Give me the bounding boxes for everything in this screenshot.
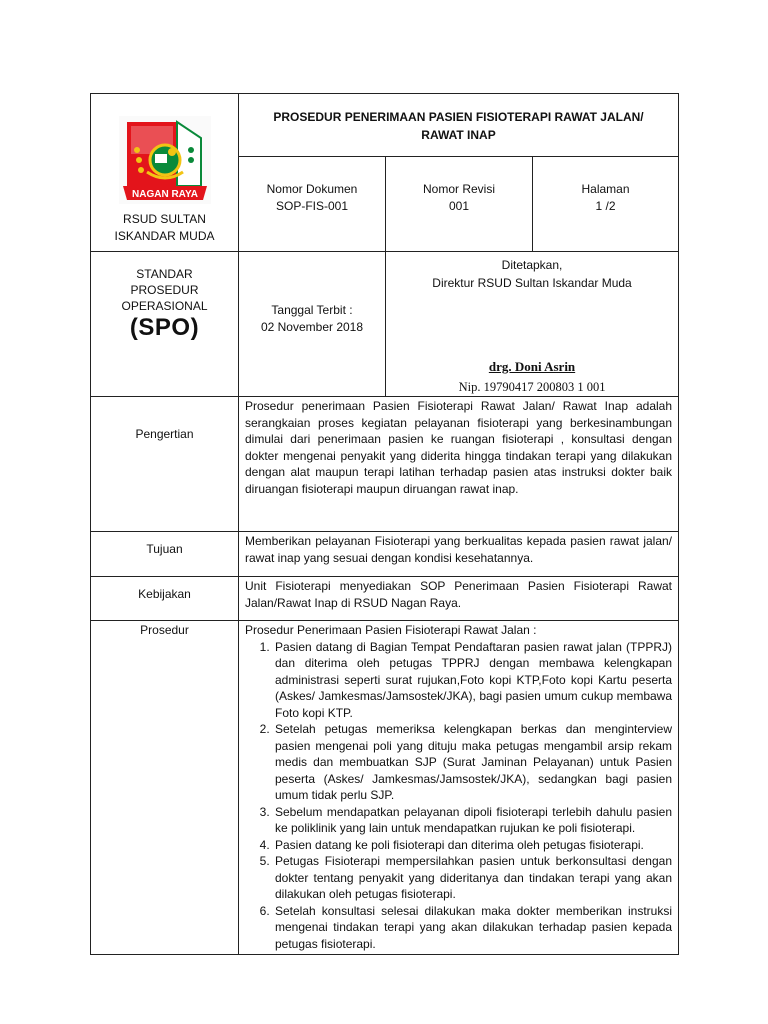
prosedur-label: Prosedur (91, 621, 239, 955)
tanggal-terbit-cell (239, 252, 386, 397)
tujuan-text: Memberikan pelayanan Fisioterapi yang berkualitas kepada pasien rawat jalan/ rawat inap yang sesuai dengan kondisi kesehatannya. (239, 532, 679, 577)
tujuan-label: Tujuan (91, 532, 239, 577)
nomor-revisi-value: 001 (448, 199, 470, 213)
tanggal-terbit-value: 02 November 2018 (260, 320, 364, 334)
nomor-dokumen-label: Nomor Dokumen (266, 182, 358, 196)
ditetapkan-label: Ditetapkan, (501, 258, 563, 272)
prosedur-step: 4. Pasien datang ke poli fisioterapi dan diterima oleh petugas fisioterapi. (273, 837, 672, 854)
prosedur-step: 6. Setelah konsultasi selesai dilakukan maka dokter memberikan instruksi mengenai tindakan terapi yang akan dilakukan terhadap pasien kepada petugas fisioterapi. (273, 903, 672, 953)
tanggal-terbit-label: Tanggal Terbit : (271, 303, 353, 317)
prosedur-intro: Prosedur Penerimaan Pasien Fisioterapi Rawat Jalan : (245, 623, 537, 637)
hospital-logo-cell (91, 94, 239, 252)
prosedur-step: 3. Sebelum mendapatkan pelayanan dipoli fisioterapi terlebih dahulu pasien ke poliklinik yang lain untuk mendapatkan rujukan ke poli fisioterapi. (273, 804, 672, 837)
spo-line1: STANDAR (136, 267, 193, 281)
nagan-raya-logo (117, 114, 213, 209)
signer-name: drg. Doni Asrin (488, 359, 576, 374)
prosedur-step: 2. Setelah petugas memeriksa kelengkapan berkas dan menginterview pasien mengenai poli yang dituju maka petugas mengambil arsip rekam medis dan membuatkan SJP (Surat Jaminan Pelayanan) untuk Pasien peserta (Askes/ Jamkesmas/Jamsostek/JKA), sedangkan bagi pasien umum tidak perlu SJP. (273, 721, 672, 804)
halaman-cell (533, 157, 679, 252)
nomor-dokumen-value: SOP-FIS-001 (275, 199, 349, 213)
hospital-name-line2: ISKANDAR MUDA (114, 229, 215, 243)
spo-table (90, 93, 679, 955)
hospital-name (91, 211, 238, 245)
spo-abbr: (SPO) (129, 314, 200, 341)
halaman-value: 1 /2 (595, 199, 616, 213)
kebijakan-label: Kebijakan (91, 577, 239, 621)
pengertian-label: Pengertian (91, 397, 239, 532)
spo-document (90, 93, 678, 951)
document-title (239, 94, 679, 157)
spo-label-cell (91, 252, 239, 397)
ditetapkan-cell (386, 252, 679, 397)
hospital-name-line1: RSUD SULTAN (123, 212, 206, 226)
prosedur-step: 1. Pasien datang di Bagian Tempat Pendaftaran pasien rawat jalan (TPPRJ) dan diterima oleh petugas TPPRJ dengan membawa kelengkapan administrasi seperti surat rujukan,Foto kopi KTP,Foto kopi Kartu peserta (Askes/ Jamkesmas/Jamsostek/JKA), bagi pasien umum cukup membawa Foto kopi KTP. (273, 639, 672, 722)
prosedur-cell (239, 621, 679, 955)
logo-text: NAGAN RAYA (131, 189, 198, 200)
spo-line2: PROSEDUR (130, 283, 199, 297)
direktur-label: Direktur RSUD Sultan Iskandar Muda (432, 276, 632, 290)
halaman-label: Halaman (581, 182, 630, 196)
signer-nip: Nip. 19790417 200803 1 001 (458, 380, 606, 394)
prosedur-steps (245, 639, 672, 953)
kebijakan-text: Unit Fisioterapi menyediakan SOP Penerimaan Pasien Fisioterapi Rawat Jalan/Rawat Inap di RSUD Nagan Raya. (239, 577, 679, 621)
prosedur-step: 5. Petugas Fisioterapi mempersilahkan pasien untuk berkonsultasi dengan dokter tentang penyakit yang dideritanya dan tindakan terapi yang akan dilakukan oleh petugas fisioterapi. (273, 853, 672, 903)
title-line1: PROSEDUR PENERIMAAN PASIEN FISIOTERAPI RAWAT JALAN/ (273, 110, 644, 124)
nomor-revisi-label: Nomor Revisi (422, 182, 495, 196)
spo-line3: OPERASIONAL (121, 299, 208, 313)
nomor-dokumen-cell (239, 157, 386, 252)
title-line2: RAWAT INAP (421, 128, 496, 142)
nomor-revisi-cell (386, 157, 533, 252)
pengertian-text: Prosedur penerimaan Pasien Fisioterapi Rawat Jalan/ Rawat Inap adalah serangkaian proses kegiatan pelayanan fisioterapi yang berkesinambungan dimulai dari penerimaan pasien ke ruangan fisioterapi , konsultasi dengan dokter mengenai penyakit yang diderita hingga tindakan terapi yang dilakukan dengan alat maupun terapi latihan terhadap pasien atas instruksi dokter baik diruangan fisioterapi maupun diruangan rawat inap. (239, 397, 679, 532)
